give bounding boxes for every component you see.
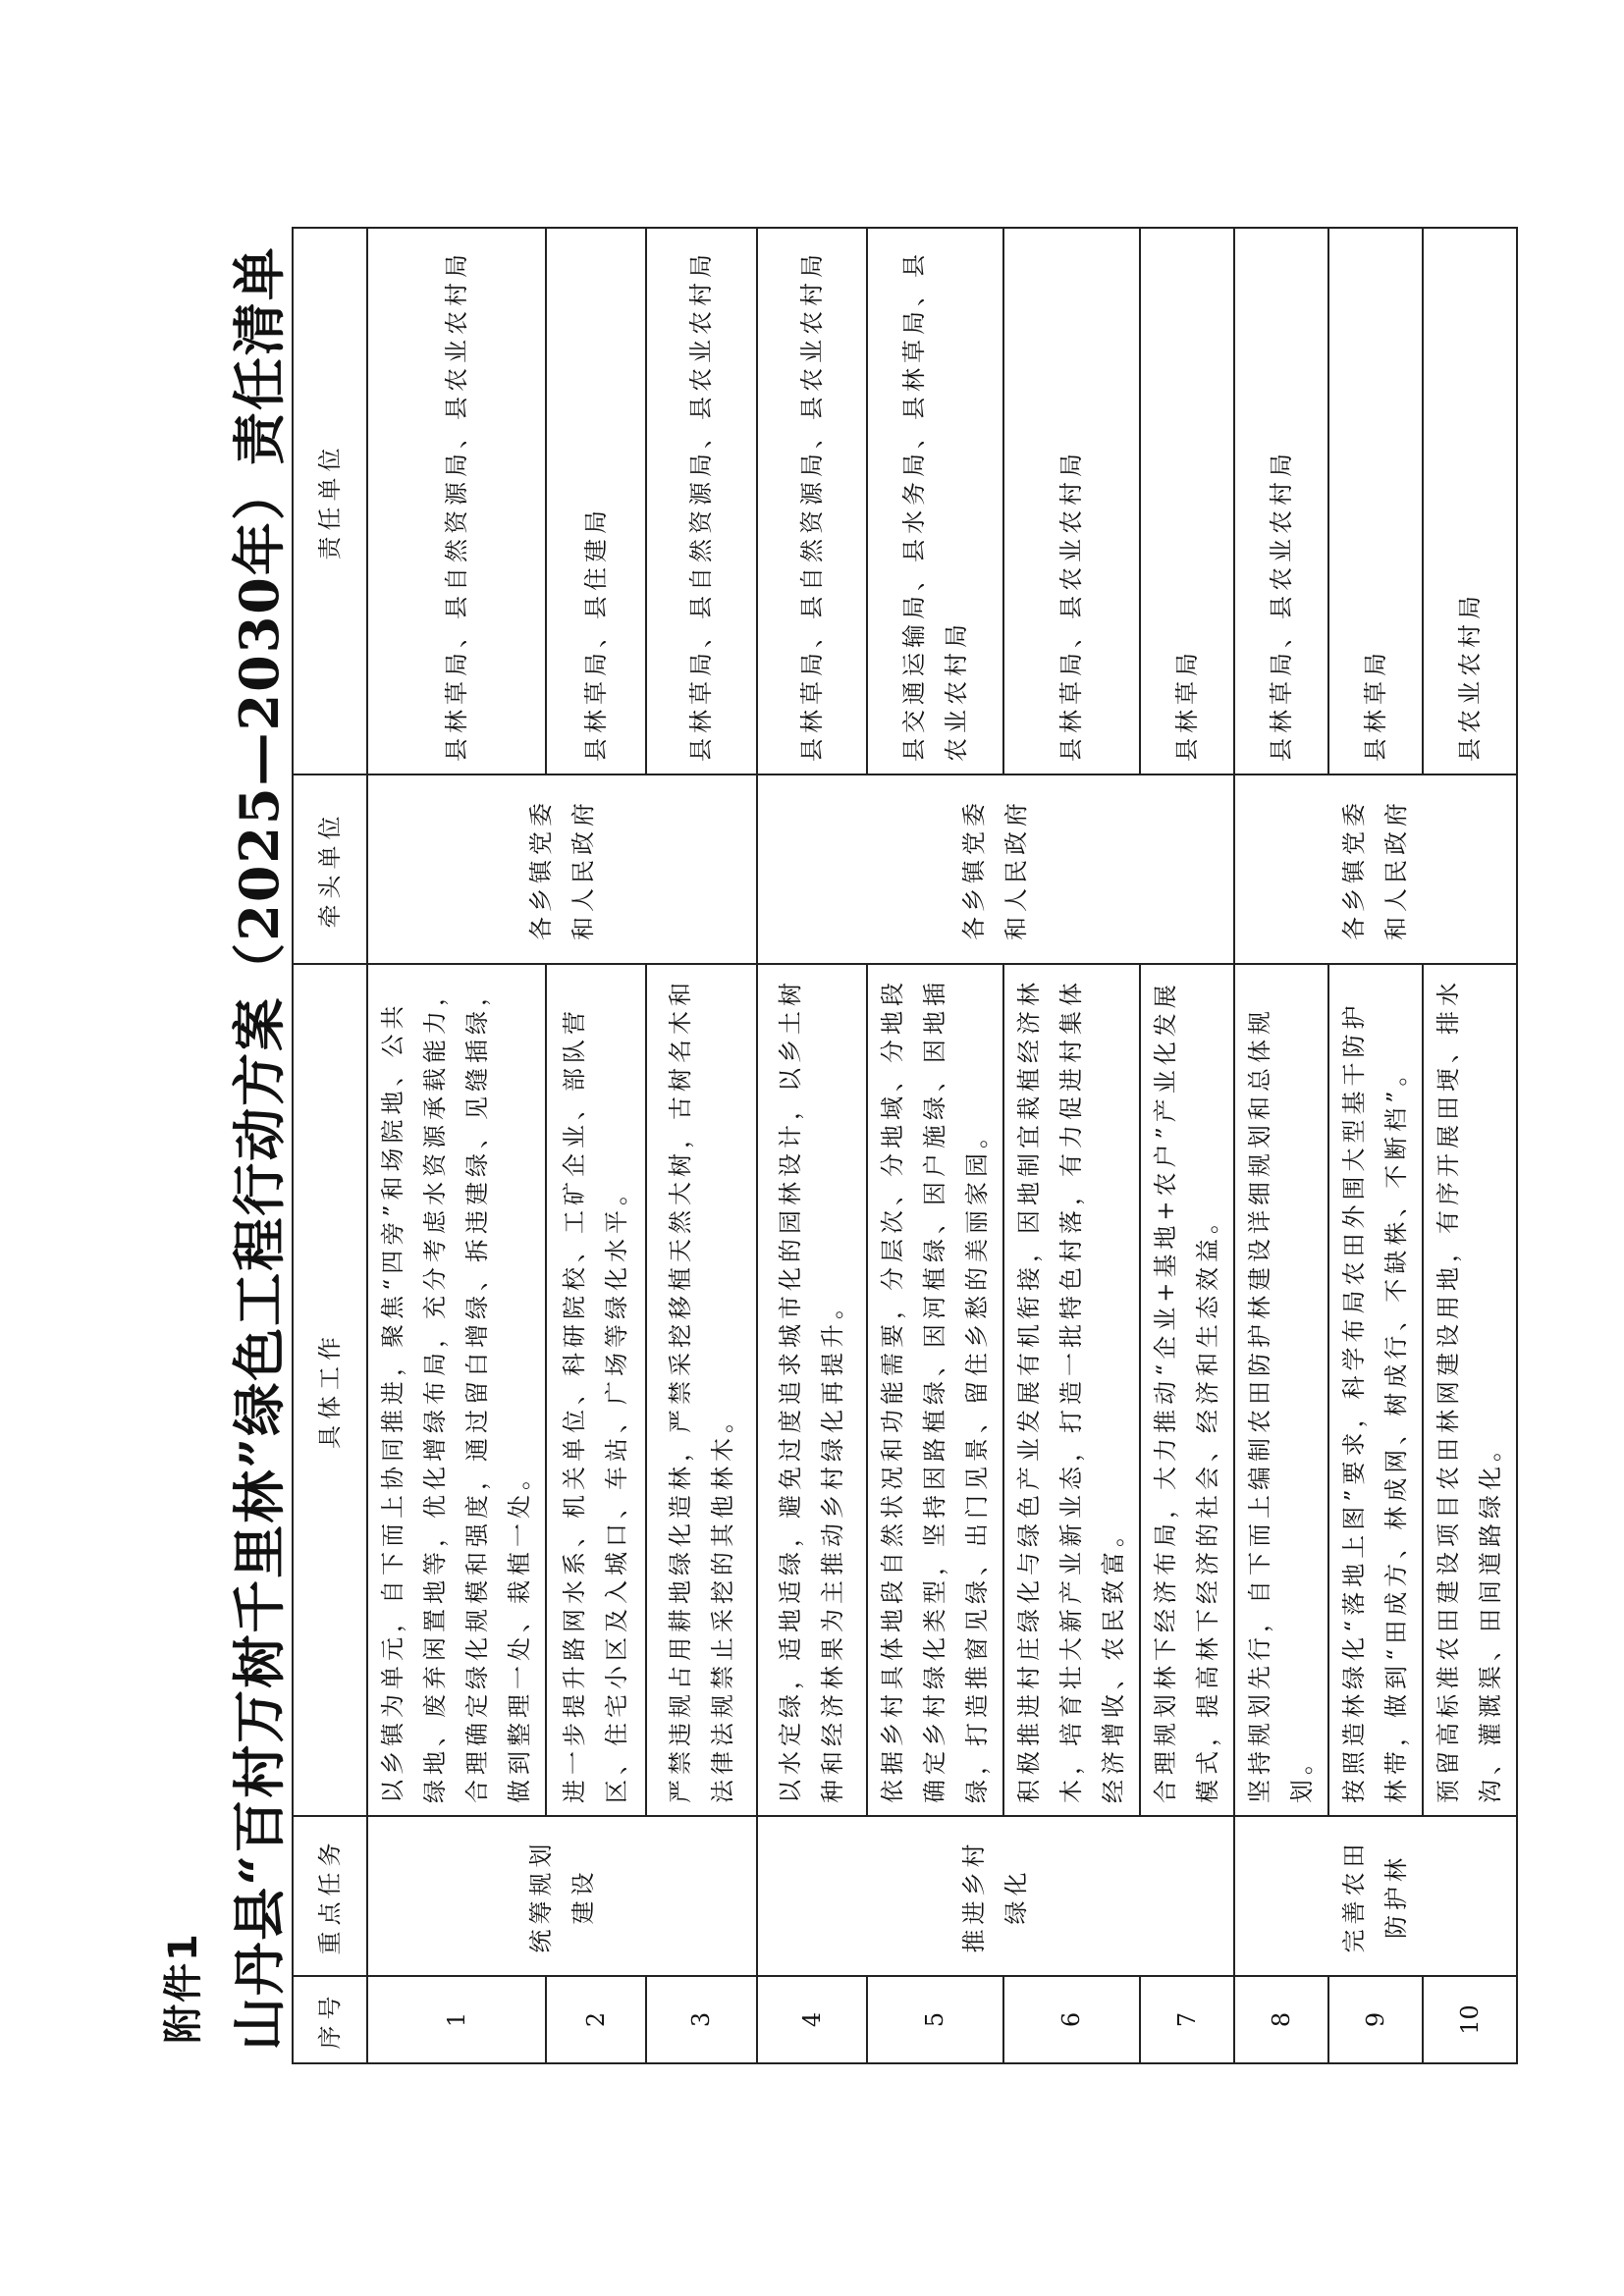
work-cell: 积极推进村庄绿化与绿色产业发展有机衔接，因地制宜栽植经济林木，培育壮大新产业新业态，打造一批特色村落，有力促进村集体经济增收、农民致富。 [1003,964,1140,1816]
row-number: 7 [1140,1976,1234,2063]
row-number: 3 [646,1976,757,2063]
row-number: 8 [1234,1976,1328,2063]
row-number: 5 [867,1976,1003,2063]
responsible-unit-cell: 县林草局 [1328,228,1423,774]
header-responsible-unit: 责任单位 [293,228,367,774]
table-row [546,228,646,2063]
work-cell: 严禁违规占用耕地绿化造林，严禁采挖移植天然大树，古树名木和法律法规禁止采挖的其他林木。 [646,964,757,1816]
work-cell: 坚持规划先行，自下而上编制农田防护林建设详细规划和总体规划。 [1234,964,1328,1816]
work-cell: 按照造林绿化“落地上图”要求，科学布局农田外围大型基干防护林带，做到“田成方、林成网、树成行、不缺株、不断档”。 [1328,964,1423,1816]
work-cell: 以水定绿，适地适绿，避免过度追求城市化的园林设计，以乡土树种和经济林果为主推动乡村绿化再提升。 [757,964,867,1816]
header-work: 具体工作 [293,964,367,1816]
responsible-unit-cell: 县林草局、县自然资源局、县农业农村局 [367,228,546,774]
row-number: 10 [1423,1976,1517,2063]
task-cell: 推进乡村绿化 [757,1816,1234,1976]
responsible-unit-cell: 县农业农村局 [1423,228,1517,774]
row-number: 2 [546,1976,646,2063]
responsibility-table [292,227,1518,2064]
header-no: 序号 [293,1976,367,2063]
row-number: 4 [757,1976,867,2063]
document-title: 山丹县“百村万树千里林”绿色工程行动方案（2025—2030年）责任清单 [228,245,291,2051]
table-row [1003,228,1140,2063]
task-cell: 统筹规划建设 [367,1816,757,1976]
responsible-unit-cell: 县林草局、县农业农村局 [1003,228,1140,774]
responsible-unit-cell: 县林草局、县农业农村局 [1234,228,1328,774]
work-cell: 预留高标准农田建设项目农田林网建设用地，有序开展田埂、排水沟、灌溉渠、田间道路绿化。 [1423,964,1517,1816]
work-cell: 进一步提升路网水系、机关单位、科研院校、工矿企业、部队营区、住宅小区及入城口、车站、广场等绿化水平。 [546,964,646,1816]
header-task: 重点任务 [293,1816,367,1976]
responsible-unit-cell: 县林草局、县住建局 [546,228,646,774]
lead-unit-cell: 各乡镇党委和人民政府 [1234,774,1517,964]
table-row [1423,228,1517,2063]
row-number: 9 [1328,1976,1423,2063]
table-row [1234,228,1328,2063]
table-row [646,228,757,2063]
table-row [367,228,546,2063]
work-cell: 合理规划林下经济布局，大力推动“企业+基地+农户”产业化发展模式，提高林下经济的社会、经济和生态效益。 [1140,964,1234,1816]
table-row [1328,228,1423,2063]
lead-unit-cell: 各乡镇党委和人民政府 [367,774,757,964]
table-header-row [293,228,367,2063]
responsible-unit-cell: 县林草局、县自然资源局、县农业农村局 [646,228,757,774]
table-row [757,228,867,2063]
responsible-unit-cell: 县林草局、县自然资源局、县农业农村局 [757,228,867,774]
table-row [1140,228,1234,2063]
lead-unit-cell: 各乡镇党委和人民政府 [757,774,1234,964]
table-row [867,228,1003,2063]
responsible-unit-cell: 县林草局 [1140,228,1234,774]
work-cell: 以乡镇为单元，自下而上协同推进，聚焦“四旁”和场院地、公共绿地、废弃闲置地等，优化增绿布局，充分考虑水资源承载能力，合理确定绿化规模和强度，通过留白增绿、拆违建绿、见缝插绿，做到整理一处、栽植一处。 [367,964,546,1816]
header-lead-unit: 牵头单位 [293,774,367,964]
row-number: 6 [1003,1976,1140,2063]
work-cell: 依据乡村具体地段自然状况和功能需要，分层次、分地域、分地段确定乡村绿化类型，坚持因路植绿、因河植绿、因户施绿、因地插绿，打造推窗见绿、出门见景、留住乡愁的美丽家园。 [867,964,1003,1816]
row-number: 1 [367,1976,546,2063]
task-cell: 完善农田防护林 [1234,1816,1517,1976]
attachment-label: 附件1 [161,1932,206,2044]
responsible-unit-cell: 县交通运输局、县水务局、县林草局、县农业农村局 [867,228,1003,774]
